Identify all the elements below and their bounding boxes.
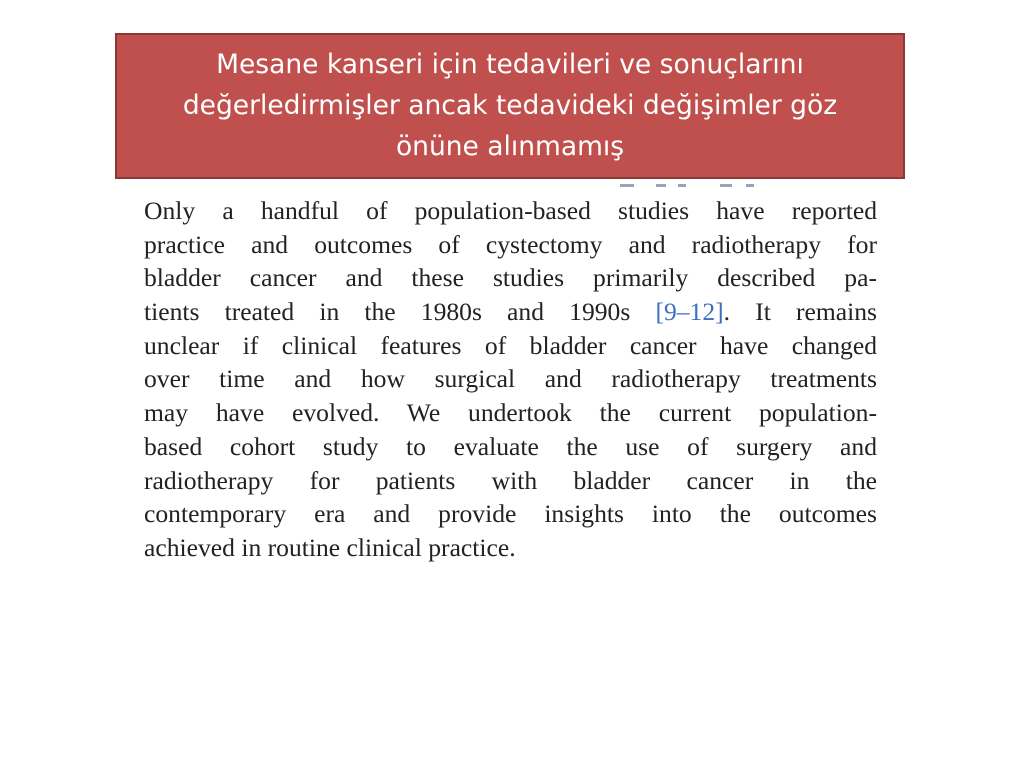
slide-title — [115, 33, 905, 179]
excerpt-line-3: bladder cancer and these studies primarily described pa- — [144, 263, 877, 293]
excerpt-line-4 — [144, 295, 877, 329]
excerpt-line-5: unclear if clinical features of bladder cancer have changed — [144, 330, 877, 360]
excerpt-line-8: based cohort study to evaluate the use of surgery and — [144, 431, 877, 461]
excerpt-line-4-text: tients treated in the 1980s and 1990s — [144, 297, 631, 327]
excerpt-line-11: achieved in routine clinical practice. — [144, 532, 516, 562]
excerpt-line-9: radiotherapy for patients with bladder cancer in the — [144, 465, 877, 495]
citation-link[interactable]: [9‒12] — [655, 297, 724, 327]
excerpt-line-7: may have evolved. We undertook the current population- — [144, 398, 877, 428]
slide-title-line-1: Mesane kanseri için tedavileri ve sonuçlarını — [216, 49, 804, 80]
slide-title-line-2: değerledirmişler ancak tedavideki değişimler göz — [182, 90, 838, 121]
crop-edge-artifact — [620, 184, 760, 188]
excerpt-line-1: Only a handful of population-based studies have reported — [144, 196, 877, 225]
excerpt-line-2: practice and outcomes of cystectomy and radiotherapy for — [144, 229, 877, 259]
article-excerpt — [144, 194, 877, 565]
excerpt-line-10: contemporary era and provide insights into the outcomes — [144, 499, 877, 529]
excerpt-line-6: over time and how surgical and radiotherapy treatments — [144, 364, 877, 394]
excerpt-line-4-tail: . It remains — [723, 297, 877, 327]
slide-title-line-3: önüne alınmamış — [395, 131, 625, 162]
